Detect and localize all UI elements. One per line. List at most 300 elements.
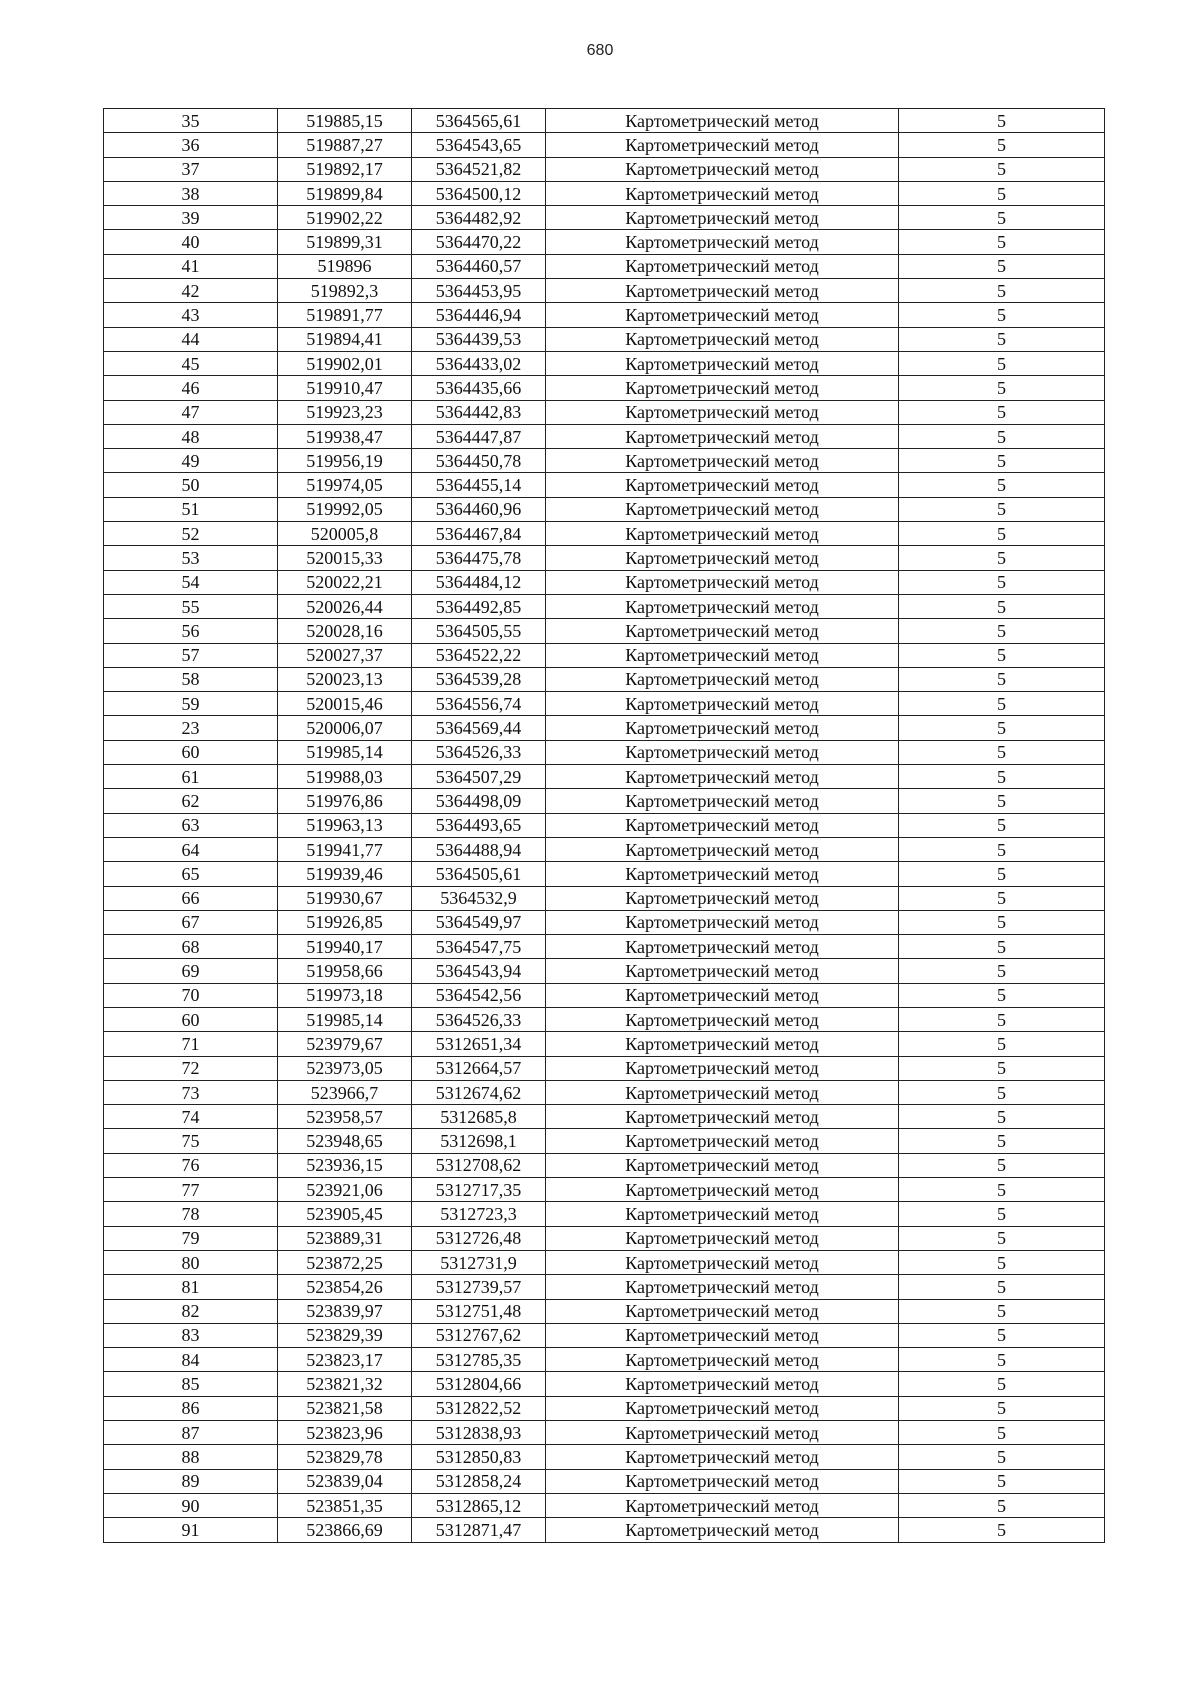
y-coordinate-cell: 5312698,1	[412, 1129, 546, 1153]
method-cell: Картометрический метод	[546, 692, 899, 716]
precision-cell: 5	[899, 1493, 1105, 1517]
point-number-cell: 88	[104, 1445, 278, 1469]
x-coordinate-cell: 519930,67	[278, 886, 412, 910]
y-coordinate-cell: 5312785,35	[412, 1348, 546, 1372]
y-coordinate-cell: 5312664,57	[412, 1056, 546, 1080]
y-coordinate-cell: 5312871,47	[412, 1518, 546, 1542]
precision-cell: 5	[899, 181, 1105, 205]
precision-cell: 5	[899, 959, 1105, 983]
x-coordinate-cell: 519894,41	[278, 327, 412, 351]
table-row	[104, 279, 1105, 303]
point-number-cell: 49	[104, 449, 278, 473]
x-coordinate-cell: 523829,78	[278, 1445, 412, 1469]
y-coordinate-cell: 5312767,62	[412, 1323, 546, 1347]
method-cell: Картометрический метод	[546, 837, 899, 861]
x-coordinate-cell: 519891,77	[278, 303, 412, 327]
method-cell: Картометрический метод	[546, 910, 899, 934]
x-coordinate-cell: 519985,14	[278, 740, 412, 764]
table-row	[104, 570, 1105, 594]
precision-cell: 5	[899, 1275, 1105, 1299]
table-row	[104, 594, 1105, 618]
y-coordinate-cell: 5364455,14	[412, 473, 546, 497]
table-row	[104, 1323, 1105, 1347]
x-coordinate-cell: 519899,31	[278, 230, 412, 254]
x-coordinate-cell: 523936,15	[278, 1153, 412, 1177]
precision-cell: 5	[899, 1396, 1105, 1420]
method-cell: Картометрический метод	[546, 1007, 899, 1031]
point-number-cell: 69	[104, 959, 278, 983]
table-row	[104, 1250, 1105, 1274]
method-cell: Картометрический метод	[546, 522, 899, 546]
y-coordinate-cell: 5312865,12	[412, 1493, 546, 1517]
precision-cell: 5	[899, 206, 1105, 230]
x-coordinate-cell: 523829,39	[278, 1323, 412, 1347]
method-cell: Картометрический метод	[546, 1275, 899, 1299]
y-coordinate-cell: 5364488,94	[412, 837, 546, 861]
point-number-cell: 64	[104, 837, 278, 861]
point-number-cell: 56	[104, 619, 278, 643]
table-row	[104, 959, 1105, 983]
precision-cell: 5	[899, 667, 1105, 691]
y-coordinate-cell: 5364435,66	[412, 376, 546, 400]
method-cell: Картометрический метод	[546, 959, 899, 983]
y-coordinate-cell: 5364543,65	[412, 133, 546, 157]
page-number: 680	[586, 42, 614, 59]
y-coordinate-cell: 5364526,33	[412, 740, 546, 764]
method-cell: Картометрический метод	[546, 862, 899, 886]
precision-cell: 5	[899, 862, 1105, 886]
y-coordinate-cell: 5312708,62	[412, 1153, 546, 1177]
point-number-cell: 66	[104, 886, 278, 910]
method-cell: Картометрический метод	[546, 1493, 899, 1517]
table-row	[104, 400, 1105, 424]
x-coordinate-cell: 520023,13	[278, 667, 412, 691]
x-coordinate-cell: 519973,18	[278, 983, 412, 1007]
table-row	[104, 862, 1105, 886]
precision-cell: 5	[899, 619, 1105, 643]
point-number-cell: 42	[104, 279, 278, 303]
precision-cell: 5	[899, 254, 1105, 278]
point-number-cell: 60	[104, 740, 278, 764]
x-coordinate-cell: 519910,47	[278, 376, 412, 400]
precision-cell: 5	[899, 1129, 1105, 1153]
y-coordinate-cell: 5364569,44	[412, 716, 546, 740]
table-row	[104, 376, 1105, 400]
y-coordinate-cell: 5364539,28	[412, 667, 546, 691]
method-cell: Картометрический метод	[546, 1032, 899, 1056]
x-coordinate-cell: 519923,23	[278, 400, 412, 424]
y-coordinate-cell: 5364556,74	[412, 692, 546, 716]
precision-cell: 5	[899, 594, 1105, 618]
table-row	[104, 983, 1105, 1007]
y-coordinate-cell: 5364521,82	[412, 157, 546, 181]
point-number-cell: 46	[104, 376, 278, 400]
x-coordinate-cell: 519902,22	[278, 206, 412, 230]
table-row	[104, 740, 1105, 764]
x-coordinate-cell: 519887,27	[278, 133, 412, 157]
y-coordinate-cell: 5364493,65	[412, 813, 546, 837]
method-cell: Картометрический метод	[546, 1153, 899, 1177]
table-row	[104, 109, 1105, 133]
table-row	[104, 935, 1105, 959]
x-coordinate-cell: 519899,84	[278, 181, 412, 205]
method-cell: Картометрический метод	[546, 1056, 899, 1080]
precision-cell: 5	[899, 1226, 1105, 1250]
point-number-cell: 73	[104, 1080, 278, 1104]
method-cell: Картометрический метод	[546, 935, 899, 959]
point-number-cell: 70	[104, 983, 278, 1007]
precision-cell: 5	[899, 983, 1105, 1007]
precision-cell: 5	[899, 473, 1105, 497]
x-coordinate-cell: 519938,47	[278, 424, 412, 448]
x-coordinate-cell: 519958,66	[278, 959, 412, 983]
table-row	[104, 1226, 1105, 1250]
x-coordinate-cell: 520015,46	[278, 692, 412, 716]
table-row	[104, 1178, 1105, 1202]
x-coordinate-cell: 519885,15	[278, 109, 412, 133]
method-cell: Картометрический метод	[546, 1178, 899, 1202]
point-number-cell: 91	[104, 1518, 278, 1542]
method-cell: Картометрический метод	[546, 1250, 899, 1274]
precision-cell: 5	[899, 109, 1105, 133]
x-coordinate-cell: 523905,45	[278, 1202, 412, 1226]
precision-cell: 5	[899, 400, 1105, 424]
method-cell: Картометрический метод	[546, 1445, 899, 1469]
precision-cell: 5	[899, 1178, 1105, 1202]
point-number-cell: 43	[104, 303, 278, 327]
precision-cell: 5	[899, 1032, 1105, 1056]
point-number-cell: 41	[104, 254, 278, 278]
x-coordinate-cell: 523979,67	[278, 1032, 412, 1056]
method-cell: Картометрический метод	[546, 497, 899, 521]
table-row	[104, 1056, 1105, 1080]
x-coordinate-cell: 520006,07	[278, 716, 412, 740]
y-coordinate-cell: 5364439,53	[412, 327, 546, 351]
table-row	[104, 546, 1105, 570]
method-cell: Картометрический метод	[546, 886, 899, 910]
point-number-cell: 40	[104, 230, 278, 254]
y-coordinate-cell: 5312731,9	[412, 1250, 546, 1274]
method-cell: Картометрический метод	[546, 716, 899, 740]
y-coordinate-cell: 5364460,96	[412, 497, 546, 521]
point-number-cell: 85	[104, 1372, 278, 1396]
method-cell: Картометрический метод	[546, 813, 899, 837]
precision-cell: 5	[899, 1518, 1105, 1542]
point-number-cell: 35	[104, 109, 278, 133]
precision-cell: 5	[899, 692, 1105, 716]
method-cell: Картометрический метод	[546, 1202, 899, 1226]
y-coordinate-cell: 5364453,95	[412, 279, 546, 303]
y-coordinate-cell: 5364447,87	[412, 424, 546, 448]
method-cell: Картометрический метод	[546, 1421, 899, 1445]
x-coordinate-cell: 519963,13	[278, 813, 412, 837]
precision-cell: 5	[899, 570, 1105, 594]
method-cell: Картометрический метод	[546, 449, 899, 473]
point-number-cell: 67	[104, 910, 278, 934]
point-number-cell: 59	[104, 692, 278, 716]
x-coordinate-cell: 523872,25	[278, 1250, 412, 1274]
precision-cell: 5	[899, 327, 1105, 351]
point-number-cell: 90	[104, 1493, 278, 1517]
table-row	[104, 1518, 1105, 1542]
method-cell: Картометрический метод	[546, 351, 899, 375]
y-coordinate-cell: 5312651,34	[412, 1032, 546, 1056]
table-row	[104, 1032, 1105, 1056]
y-coordinate-cell: 5364505,55	[412, 619, 546, 643]
method-cell: Картометрический метод	[546, 619, 899, 643]
method-cell: Картометрический метод	[546, 789, 899, 813]
x-coordinate-cell: 523839,97	[278, 1299, 412, 1323]
point-number-cell: 38	[104, 181, 278, 205]
x-coordinate-cell: 523823,96	[278, 1421, 412, 1445]
x-coordinate-cell: 523839,04	[278, 1469, 412, 1493]
precision-cell: 5	[899, 546, 1105, 570]
method-cell: Картометрический метод	[546, 376, 899, 400]
y-coordinate-cell: 5312717,35	[412, 1178, 546, 1202]
x-coordinate-cell: 519902,01	[278, 351, 412, 375]
y-coordinate-cell: 5312723,3	[412, 1202, 546, 1226]
precision-cell: 5	[899, 1469, 1105, 1493]
x-coordinate-cell: 519976,86	[278, 789, 412, 813]
method-cell: Картометрический метод	[546, 1348, 899, 1372]
precision-cell: 5	[899, 230, 1105, 254]
method-cell: Картометрический метод	[546, 983, 899, 1007]
y-coordinate-cell: 5312850,83	[412, 1445, 546, 1469]
method-cell: Картометрический метод	[546, 1396, 899, 1420]
y-coordinate-cell: 5364543,94	[412, 959, 546, 983]
precision-cell: 5	[899, 910, 1105, 934]
precision-cell: 5	[899, 133, 1105, 157]
point-number-cell: 62	[104, 789, 278, 813]
point-number-cell: 75	[104, 1129, 278, 1153]
x-coordinate-cell: 519988,03	[278, 765, 412, 789]
method-cell: Картометрический метод	[546, 1129, 899, 1153]
table-row	[104, 133, 1105, 157]
point-number-cell: 52	[104, 522, 278, 546]
table-row	[104, 1445, 1105, 1469]
table-row	[104, 1299, 1105, 1323]
table-row	[104, 1080, 1105, 1104]
y-coordinate-cell: 5364565,61	[412, 109, 546, 133]
method-cell: Картометрический метод	[546, 740, 899, 764]
table-row	[104, 1153, 1105, 1177]
table-row	[104, 1007, 1105, 1031]
precision-cell: 5	[899, 424, 1105, 448]
y-coordinate-cell: 5364446,94	[412, 303, 546, 327]
table-row	[104, 424, 1105, 448]
table-row	[104, 497, 1105, 521]
x-coordinate-cell: 519956,19	[278, 449, 412, 473]
y-coordinate-cell: 5364442,83	[412, 400, 546, 424]
y-coordinate-cell: 5364522,22	[412, 643, 546, 667]
point-number-cell: 80	[104, 1250, 278, 1274]
method-cell: Картометрический метод	[546, 206, 899, 230]
x-coordinate-cell: 523821,32	[278, 1372, 412, 1396]
x-coordinate-cell: 523851,35	[278, 1493, 412, 1517]
point-number-cell: 87	[104, 1421, 278, 1445]
y-coordinate-cell: 5364460,57	[412, 254, 546, 278]
precision-cell: 5	[899, 522, 1105, 546]
x-coordinate-cell: 520022,21	[278, 570, 412, 594]
table-row	[104, 643, 1105, 667]
method-cell: Картометрический метод	[546, 1469, 899, 1493]
table-row	[104, 716, 1105, 740]
table-row	[104, 1396, 1105, 1420]
y-coordinate-cell: 5364542,56	[412, 983, 546, 1007]
coordinates-table	[103, 108, 1105, 1543]
x-coordinate-cell: 523966,7	[278, 1080, 412, 1104]
table-row	[104, 692, 1105, 716]
method-cell: Картометрический метод	[546, 1105, 899, 1129]
y-coordinate-cell: 5364549,97	[412, 910, 546, 934]
point-number-cell: 37	[104, 157, 278, 181]
table-row	[104, 181, 1105, 205]
x-coordinate-cell: 520026,44	[278, 594, 412, 618]
x-coordinate-cell: 519941,77	[278, 837, 412, 861]
y-coordinate-cell: 5364498,09	[412, 789, 546, 813]
method-cell: Картометрический метод	[546, 765, 899, 789]
precision-cell: 5	[899, 1007, 1105, 1031]
point-number-cell: 65	[104, 862, 278, 886]
y-coordinate-cell: 5312858,24	[412, 1469, 546, 1493]
method-cell: Картометрический метод	[546, 1323, 899, 1347]
point-number-cell: 68	[104, 935, 278, 959]
table-row	[104, 1372, 1105, 1396]
point-number-cell: 84	[104, 1348, 278, 1372]
y-coordinate-cell: 5312685,8	[412, 1105, 546, 1129]
point-number-cell: 44	[104, 327, 278, 351]
table-row	[104, 522, 1105, 546]
method-cell: Картометрический метод	[546, 400, 899, 424]
x-coordinate-cell: 520005,8	[278, 522, 412, 546]
precision-cell: 5	[899, 740, 1105, 764]
method-cell: Картометрический метод	[546, 643, 899, 667]
table-row	[104, 1469, 1105, 1493]
y-coordinate-cell: 5364484,12	[412, 570, 546, 594]
y-coordinate-cell: 5364505,61	[412, 862, 546, 886]
table-row	[104, 303, 1105, 327]
precision-cell: 5	[899, 376, 1105, 400]
method-cell: Картометрический метод	[546, 254, 899, 278]
table-row	[104, 1202, 1105, 1226]
point-number-cell: 48	[104, 424, 278, 448]
precision-cell: 5	[899, 765, 1105, 789]
table-row	[104, 327, 1105, 351]
point-number-cell: 72	[104, 1056, 278, 1080]
precision-cell: 5	[899, 1250, 1105, 1274]
point-number-cell: 55	[104, 594, 278, 618]
precision-cell: 5	[899, 837, 1105, 861]
x-coordinate-cell: 519974,05	[278, 473, 412, 497]
point-number-cell: 61	[104, 765, 278, 789]
point-number-cell: 50	[104, 473, 278, 497]
table-row	[104, 206, 1105, 230]
precision-cell: 5	[899, 935, 1105, 959]
x-coordinate-cell: 523866,69	[278, 1518, 412, 1542]
method-cell: Картометрический метод	[546, 279, 899, 303]
method-cell: Картометрический метод	[546, 1518, 899, 1542]
table-row	[104, 1348, 1105, 1372]
precision-cell: 5	[899, 1348, 1105, 1372]
precision-cell: 5	[899, 789, 1105, 813]
table-row	[104, 765, 1105, 789]
point-number-cell: 23	[104, 716, 278, 740]
point-number-cell: 81	[104, 1275, 278, 1299]
y-coordinate-cell: 5364482,92	[412, 206, 546, 230]
point-number-cell: 63	[104, 813, 278, 837]
x-coordinate-cell: 523821,58	[278, 1396, 412, 1420]
precision-cell: 5	[899, 303, 1105, 327]
y-coordinate-cell: 5364450,78	[412, 449, 546, 473]
point-number-cell: 54	[104, 570, 278, 594]
y-coordinate-cell: 5312739,57	[412, 1275, 546, 1299]
method-cell: Картометрический метод	[546, 1226, 899, 1250]
table-row	[104, 789, 1105, 813]
y-coordinate-cell: 5364547,75	[412, 935, 546, 959]
coordinates-table-body	[104, 109, 1105, 1543]
precision-cell: 5	[899, 497, 1105, 521]
x-coordinate-cell: 519896	[278, 254, 412, 278]
method-cell: Картометрический метод	[546, 157, 899, 181]
precision-cell: 5	[899, 1080, 1105, 1104]
x-coordinate-cell: 520027,37	[278, 643, 412, 667]
x-coordinate-cell: 519985,14	[278, 1007, 412, 1031]
y-coordinate-cell: 5364500,12	[412, 181, 546, 205]
point-number-cell: 39	[104, 206, 278, 230]
table-row	[104, 230, 1105, 254]
y-coordinate-cell: 5364532,9	[412, 886, 546, 910]
precision-cell: 5	[899, 1299, 1105, 1323]
precision-cell: 5	[899, 1105, 1105, 1129]
table-row	[104, 1421, 1105, 1445]
table-row	[104, 1275, 1105, 1299]
point-number-cell: 89	[104, 1469, 278, 1493]
point-number-cell: 76	[104, 1153, 278, 1177]
method-cell: Картометрический метод	[546, 570, 899, 594]
point-number-cell: 45	[104, 351, 278, 375]
point-number-cell: 71	[104, 1032, 278, 1056]
point-number-cell: 86	[104, 1396, 278, 1420]
precision-cell: 5	[899, 813, 1105, 837]
point-number-cell: 77	[104, 1178, 278, 1202]
x-coordinate-cell: 523973,05	[278, 1056, 412, 1080]
point-number-cell: 53	[104, 546, 278, 570]
precision-cell: 5	[899, 351, 1105, 375]
precision-cell: 5	[899, 279, 1105, 303]
table-row	[104, 157, 1105, 181]
table-row	[104, 254, 1105, 278]
y-coordinate-cell: 5364433,02	[412, 351, 546, 375]
y-coordinate-cell: 5364475,78	[412, 546, 546, 570]
point-number-cell: 83	[104, 1323, 278, 1347]
y-coordinate-cell: 5312804,66	[412, 1372, 546, 1396]
x-coordinate-cell: 523854,26	[278, 1275, 412, 1299]
table-row	[104, 1129, 1105, 1153]
x-coordinate-cell: 519892,17	[278, 157, 412, 181]
method-cell: Картометрический метод	[546, 594, 899, 618]
precision-cell: 5	[899, 643, 1105, 667]
x-coordinate-cell: 519892,3	[278, 279, 412, 303]
x-coordinate-cell: 523823,17	[278, 1348, 412, 1372]
point-number-cell: 79	[104, 1226, 278, 1250]
table-row	[104, 619, 1105, 643]
table-row	[104, 886, 1105, 910]
x-coordinate-cell: 519939,46	[278, 862, 412, 886]
method-cell: Картометрический метод	[546, 109, 899, 133]
method-cell: Картометрический метод	[546, 546, 899, 570]
y-coordinate-cell: 5364467,84	[412, 522, 546, 546]
x-coordinate-cell: 520015,33	[278, 546, 412, 570]
